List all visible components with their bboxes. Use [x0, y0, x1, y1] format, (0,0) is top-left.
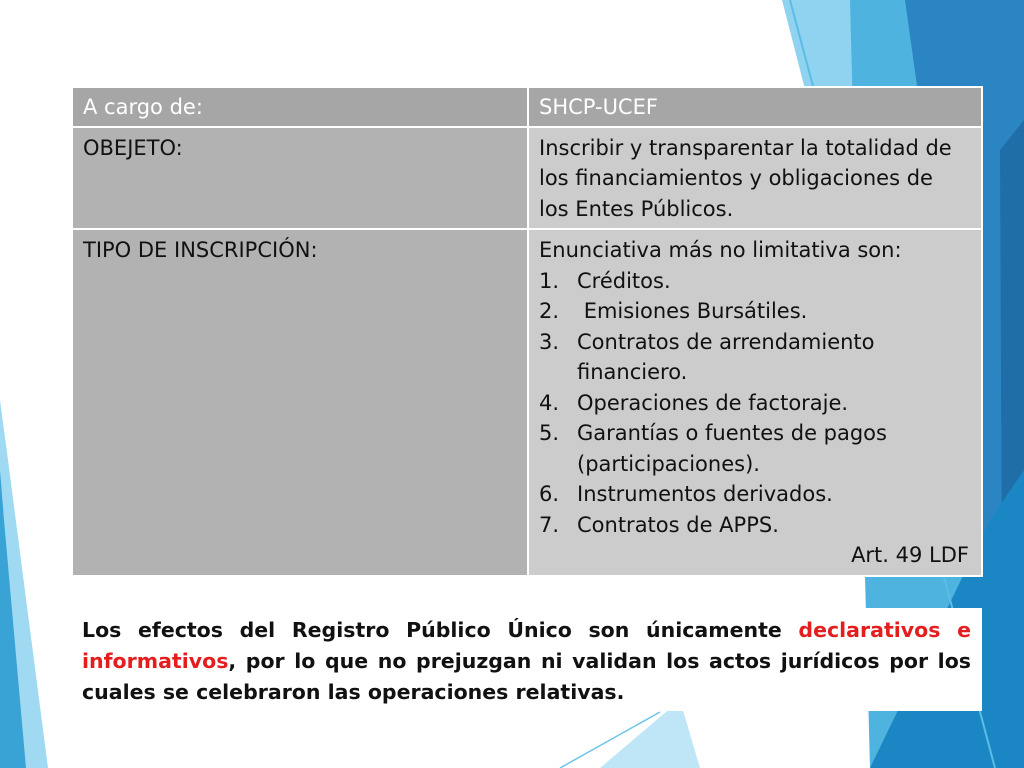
list-item-number: 6.: [539, 482, 560, 506]
list-item: [539, 327, 969, 388]
tipo-key-cell: TIPO DE INSCRIPCIÓN:: [72, 229, 528, 576]
objeto-key-cell: OBEJETO:: [72, 127, 528, 230]
note-text-end: , por lo que no prejuzgan ni validan los actos jurídicos por los cuales se celebraron las operaciones relativas.: [82, 649, 971, 704]
header-value-cell: SHCP-UCEF: [528, 87, 982, 127]
list-item-text: Contratos de arrendamiento financiero.: [577, 329, 875, 384]
list-item-text: Contratos de APPS.: [577, 512, 779, 537]
tipo-list: [539, 266, 969, 541]
tipo-value-cell: [528, 229, 982, 576]
list-item-text: Emisiones Bursátiles.: [577, 299, 808, 323]
list-item-number: 4.: [539, 390, 560, 415]
list-item-text: Créditos.: [577, 268, 671, 293]
list-item-number: 7.: [539, 512, 560, 537]
note-text-start: Los efectos del Registro Público Único son únicamente: [82, 618, 799, 642]
table-row-objeto: [72, 127, 982, 230]
tipo-intro: Enunciativa más no limitativa son:: [539, 238, 902, 262]
list-item-number: 2.: [539, 299, 560, 323]
list-item-number: 1.: [539, 268, 560, 293]
list-item-number: 3.: [539, 329, 560, 354]
list-item-text: Instrumentos derivados.: [577, 482, 833, 506]
list-item: [539, 479, 969, 510]
header-key-cell: A cargo de:: [72, 87, 528, 127]
table-row-tipo: [72, 229, 982, 576]
table-header-row: [72, 87, 982, 127]
objeto-value-cell: Inscribir y transparentar la totalidad de los financiamientos y obligaciones de los Entes Públicos.: [528, 127, 982, 230]
note-highlight: declarativos e informativos: [82, 618, 971, 673]
list-item: [539, 418, 969, 479]
list-item: [539, 510, 969, 541]
list-item-number: 5.: [539, 421, 560, 445]
list-item-text: Operaciones de factoraje.: [577, 390, 849, 415]
list-item: [539, 388, 969, 419]
list-item: [539, 266, 969, 297]
list-item: [539, 296, 969, 327]
info-table: [71, 86, 983, 577]
article-reference: Art. 49 LDF: [851, 543, 969, 567]
list-item-text: Garantías o fuentes de pagos (participaciones).: [577, 421, 887, 476]
note-paragraph: [70, 608, 982, 711]
